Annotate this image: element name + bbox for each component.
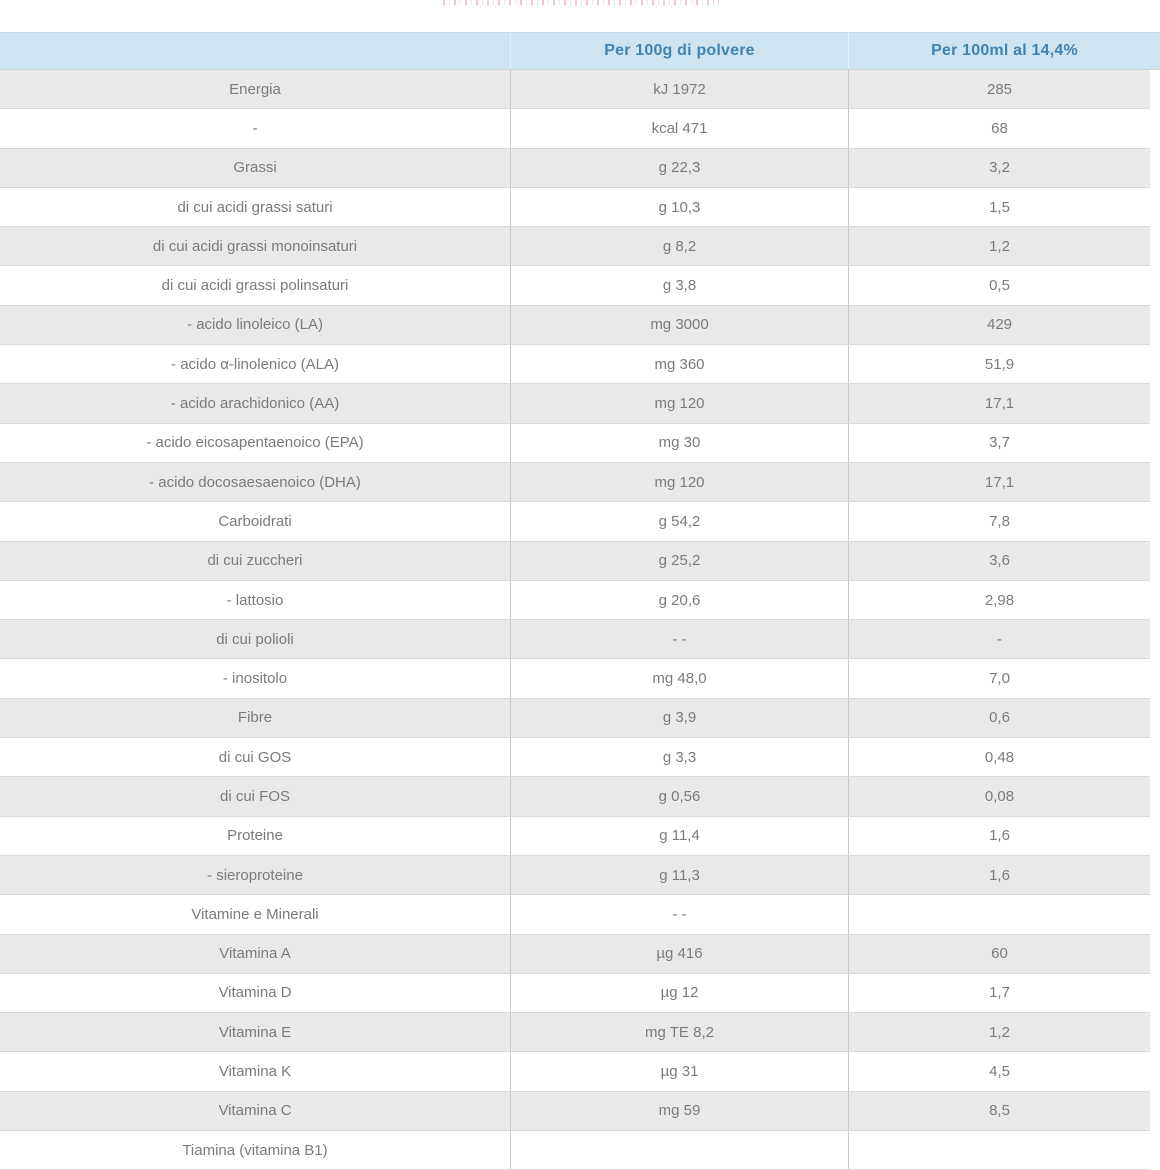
table-row <box>0 1013 1150 1052</box>
value-per-100g: g 54,2 <box>510 502 848 540</box>
value-per-100ml: 7,0 <box>848 659 1150 697</box>
value-per-100g <box>510 1131 848 1169</box>
table-row <box>0 188 1150 227</box>
value-per-100ml: 60 <box>848 935 1150 973</box>
value-per-100ml: 1,6 <box>848 817 1150 855</box>
value-per-100g: g 20,6 <box>510 581 848 619</box>
table-row <box>0 227 1150 266</box>
value-per-100g: µg 12 <box>510 974 848 1012</box>
nutrient-label: Tiamina (vitamina B1) <box>182 1141 328 1159</box>
nutrient-label: - acido eicosapentaenoico (EPA) <box>146 434 364 452</box>
value-per-100ml: 1,6 <box>848 856 1150 894</box>
header-cell-per-100ml: Per 100ml al 14,4% <box>848 33 1160 69</box>
value-per-100ml <box>848 1131 1150 1169</box>
table-row <box>0 935 1150 974</box>
value-per-100g: mg 360 <box>510 345 848 383</box>
nutrient-label: di cui GOS <box>218 748 292 766</box>
value-per-100ml: 1,7 <box>848 974 1150 1012</box>
value-per-100g: g 3,3 <box>510 738 848 776</box>
nutrient-label: di cui acidi grassi monoinsaturi <box>152 237 358 255</box>
nutrient-label: Fibre <box>237 709 273 727</box>
nutrient-label: di cui zuccheri <box>207 552 303 570</box>
value-per-100g: g 0,56 <box>510 777 848 815</box>
table-row <box>0 620 1150 659</box>
value-per-100ml: 0,08 <box>848 777 1150 815</box>
table-row <box>0 817 1150 856</box>
table-row <box>0 70 1150 109</box>
value-per-100ml: 0,5 <box>848 266 1150 304</box>
table-row <box>0 109 1150 148</box>
nutrient-label: Proteine <box>227 827 283 845</box>
value-per-100g: mg 59 <box>510 1092 848 1130</box>
value-per-100ml: 3,2 <box>848 149 1150 187</box>
value-per-100g: g 11,3 <box>510 856 848 894</box>
nutrient-label: di cui FOS <box>219 787 291 805</box>
table-row <box>0 266 1150 305</box>
table-header-row <box>0 32 1160 70</box>
value-per-100ml: 68 <box>848 109 1150 147</box>
value-per-100g: mg 120 <box>510 384 848 422</box>
table-row <box>0 345 1150 384</box>
value-per-100g: g 8,2 <box>510 227 848 265</box>
nutrient-label: - acido arachidonico (AA) <box>170 395 340 413</box>
nutrient-label: Vitamina A <box>219 945 291 963</box>
value-per-100g: µg 416 <box>510 935 848 973</box>
value-per-100g: µg 31 <box>510 1052 848 1090</box>
value-per-100ml: 17,1 <box>848 463 1150 501</box>
table-row <box>0 306 1150 345</box>
value-per-100g: g 22,3 <box>510 149 848 187</box>
table-row <box>0 856 1150 895</box>
value-per-100g: g 11,4 <box>510 817 848 855</box>
value-per-100g: - - <box>510 895 848 933</box>
nutrient-label: Vitamina D <box>218 984 292 1002</box>
nutrient-label: - sieroproteine <box>207 866 303 884</box>
nutrient-label: Vitamina K <box>218 1063 292 1081</box>
value-per-100ml <box>848 895 1150 933</box>
value-per-100g: mg TE 8,2 <box>510 1013 848 1051</box>
value-per-100g: - - <box>510 620 848 658</box>
nutrient-label: - <box>252 119 258 137</box>
table-row <box>0 699 1150 738</box>
value-per-100ml: 0,6 <box>848 699 1150 737</box>
nutrient-label: Carboidrati <box>218 512 292 530</box>
nutrient-label: Vitamina E <box>218 1023 292 1041</box>
nutrient-label: - acido linoleico (LA) <box>187 316 323 334</box>
value-per-100ml: 3,7 <box>848 424 1150 462</box>
value-per-100g: mg 120 <box>510 463 848 501</box>
value-per-100ml: - <box>848 620 1150 658</box>
value-per-100ml: 8,5 <box>848 1092 1150 1130</box>
nutrient-label: - acido α-linolenico (ALA) <box>171 355 339 373</box>
value-per-100g: mg 3000 <box>510 306 848 344</box>
nutrient-label: di cui acidi grassi saturi <box>177 198 333 216</box>
value-per-100g: g 10,3 <box>510 188 848 226</box>
top-margin <box>0 0 1160 32</box>
table-row <box>0 777 1150 816</box>
value-per-100g: mg 30 <box>510 424 848 462</box>
value-per-100ml: 3,6 <box>848 542 1150 580</box>
table-body <box>0 70 1150 1170</box>
table-row <box>0 581 1150 620</box>
nutrient-label: - inositolo <box>222 670 288 688</box>
table-row <box>0 149 1150 188</box>
table-row <box>0 502 1150 541</box>
value-per-100ml: 17,1 <box>848 384 1150 422</box>
table-row <box>0 895 1150 934</box>
table-row <box>0 1092 1150 1131</box>
table-row <box>0 542 1150 581</box>
table-row <box>0 974 1150 1013</box>
value-per-100ml: 1,2 <box>848 1013 1150 1051</box>
value-per-100g: kJ 1972 <box>510 70 848 108</box>
value-per-100g: kcal 471 <box>510 109 848 147</box>
table-row <box>0 424 1150 463</box>
table-row <box>0 659 1150 698</box>
value-per-100ml: 2,98 <box>848 581 1150 619</box>
value-per-100ml: 7,8 <box>848 502 1150 540</box>
value-per-100ml: 4,5 <box>848 1052 1150 1090</box>
table-row <box>0 738 1150 777</box>
value-per-100g: mg 48,0 <box>510 659 848 697</box>
value-per-100ml: 429 <box>848 306 1150 344</box>
table-row <box>0 1052 1150 1091</box>
header-cell-nutrient-column <box>0 33 510 69</box>
nutrient-label: Energia <box>229 80 281 98</box>
table-row <box>0 1131 1150 1170</box>
nutrient-label: Grassi <box>233 159 277 177</box>
value-per-100ml: 1,5 <box>848 188 1150 226</box>
table-row <box>0 384 1150 423</box>
nutrition-table <box>0 32 1160 1170</box>
value-per-100ml: 1,2 <box>848 227 1150 265</box>
table-row <box>0 463 1150 502</box>
value-per-100g: g 3,8 <box>510 266 848 304</box>
nutrient-label: Vitamine e Minerali <box>191 905 319 923</box>
nutrient-label: Vitamina C <box>218 1102 292 1120</box>
value-per-100g: g 3,9 <box>510 699 848 737</box>
header-cell-per-100g: Per 100g di polvere <box>510 33 848 69</box>
clipped-heading-fragment <box>443 0 719 5</box>
nutrient-label: - acido docosaesaenoico (DHA) <box>149 473 361 491</box>
nutrient-label: di cui acidi grassi polinsaturi <box>161 277 349 295</box>
value-per-100ml: 51,9 <box>848 345 1150 383</box>
nutrient-label: di cui polioli <box>216 630 294 648</box>
value-per-100ml: 0,48 <box>848 738 1150 776</box>
value-per-100ml: 285 <box>848 70 1150 108</box>
nutrient-label: - lattosio <box>226 591 284 609</box>
value-per-100g: g 25,2 <box>510 542 848 580</box>
